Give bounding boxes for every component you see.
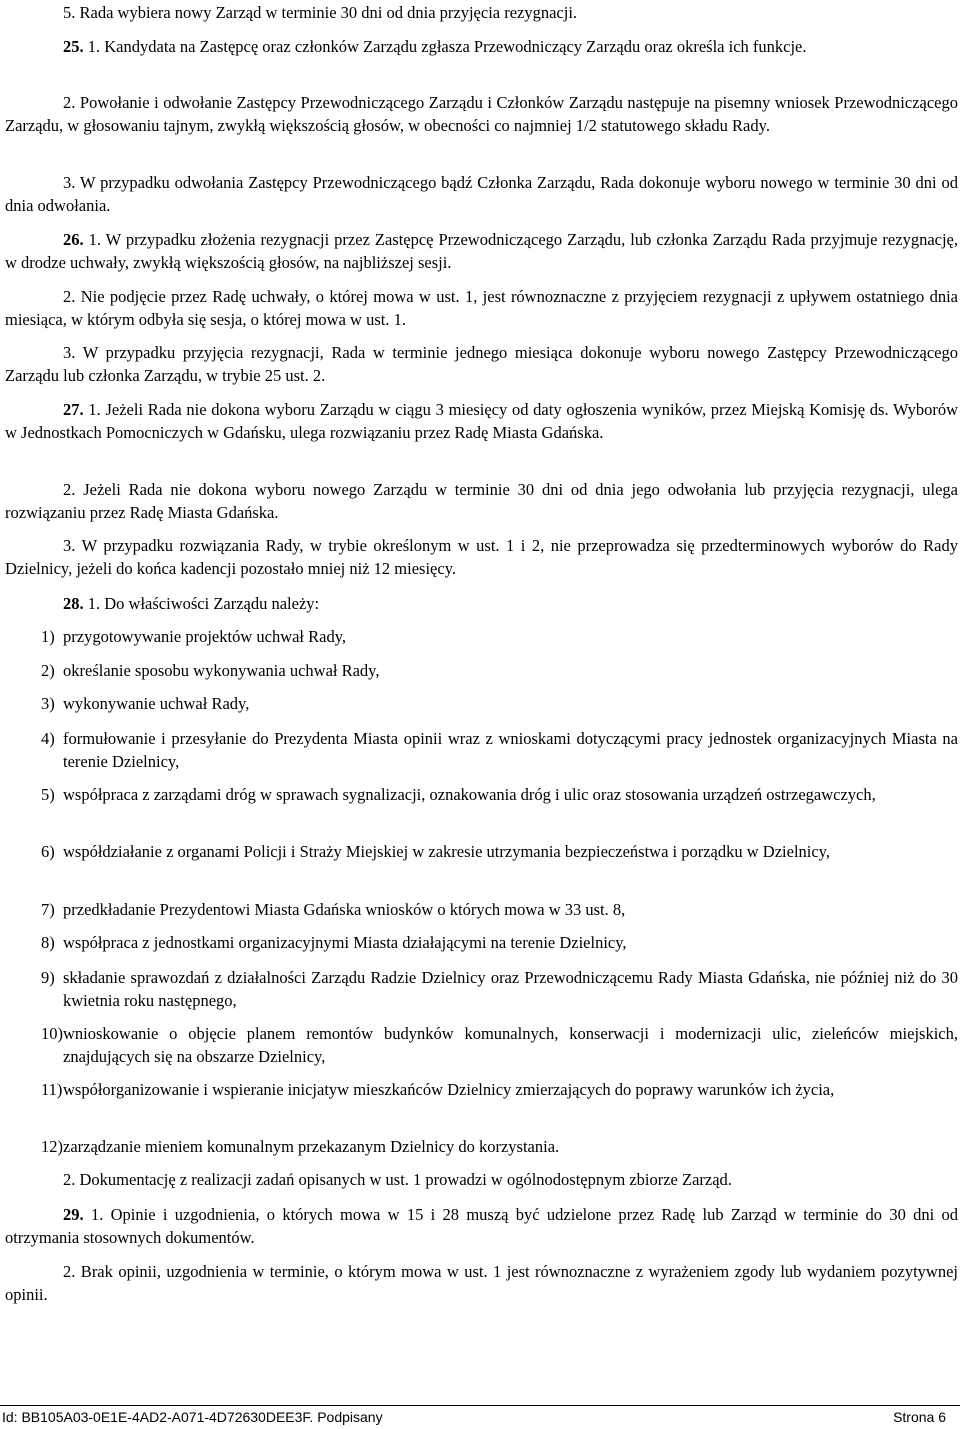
paragraph-text: 1. Opinie i uzgodnienia, o których mowa w 15 i 28 muszą być udzielone przez Radę lub Zarząd w terminie do 30 dni od otrzymania stosownych dokumentów. [5, 1205, 959, 1247]
article-25-para-2: 2. Powołanie i odwołanie Zastępcy Przewodniczącego Zarządu i Członków Zarządu następuje na pisemny wniosek Przewodniczącego Zarządu, w głosowaniu tajnym, zwykłą większością głosów, w obecności co najmniej 1/2 statutowego składu Rady. [5, 93, 958, 135]
list-number: 8) [41, 933, 55, 952]
list-item [41, 898, 958, 921]
list-text: składanie sprawozdań z działalności Zarządu Radzie Dzielnicy oraz Przewodniczącemu Rady Miasta Gdańska, nie później niż do 30 kwietnia roku następnego, [63, 968, 958, 1010]
article-26-para-3: 3. W przypadku przyjęcia rezygnacji, Rada w terminie jednego miesiąca dokonuje wyboru nowego Zastępcy Przewodniczącego Zarządu lub członka Zarządu, w trybie 25 ust. 2. [5, 343, 958, 385]
list-item [41, 966, 958, 1012]
paragraph-text: 1. W przypadku złożenia rezygnacji przez Zastępcę Przewodniczącego Zarządu, lub członka Zarządu Rada przyjmuje rezygnację, w drodze uchwały, zwykłą większością głosów, na najbliższej sesji. [5, 230, 958, 272]
article-number: 26. [63, 230, 84, 249]
article-27-para-1 [5, 398, 958, 444]
list-text: zarządzanie mieniem komunalnym przekazanym Dzielnicy do korzystania. [63, 1137, 560, 1156]
list-number: 1) [41, 627, 55, 646]
list-text: przedkładanie Prezydentowi Miasta Gdańska wniosków o których mowa w 33 ust. 8, [63, 900, 626, 919]
article-number: 25. [63, 37, 84, 56]
article-26-para-2: 2. Nie podjęcie przez Radę uchwały, o której mowa w ust. 1, jest równoznaczne z przyjęciem rezygnacji z upływem ostatniego dnia miesiąca, w którym odbyła się sesja, o której mowa w ust. 1. [5, 287, 958, 329]
list-item [41, 659, 958, 682]
list-text: wykonywanie uchwał Rady, [63, 694, 250, 713]
article-28-para-2: 2. Dokumentację z realizacji zadań opisanych w ust. 1 prowadzi w ogólnodostępnym zbiorze Zarząd. [63, 1170, 732, 1189]
list-item [41, 625, 958, 648]
list-number: 10) [41, 1024, 63, 1043]
list-number: 7) [41, 900, 55, 919]
paragraph-text: 1. Jeżeli Rada nie dokona wyboru Zarządu w ciągu 3 miesięcy od daty ogłoszenia wyników, przez Miejską Komisję ds. Wyborów w Jednostkach Pomocniczych w Gdańsku, ulega rozwiązaniu przez Radę Miasta Gdańska. [5, 400, 959, 442]
article-number: 29. [63, 1205, 84, 1224]
article-27-para-3: 3. W przypadku rozwiązania Rady, w trybie określonym w ust. 1 i 2, nie przeprowadza się przedterminowych wyborów do Rady Dzielnicy, jeżeli do końca kadencji pozostało mniej niż 12 miesięcy. [5, 536, 958, 578]
list-item [41, 931, 958, 954]
list-text: formułowanie i przesyłanie do Prezydenta Miasta opinii wraz z wnioskami dotyczącymi pracy jednostek organizacyjnych Miasta na terenie Dzielnicy, [63, 729, 958, 771]
list-number: 11) [41, 1080, 63, 1099]
list-text: przygotowywanie projektów uchwał Rady, [63, 627, 347, 646]
list-text: współpraca z zarządami dróg w sprawach sygnalizacji, oznakowania dróg i ulic oraz stosowania urządzeń ostrzegawczych, [63, 785, 876, 804]
list-text: współorganizowanie i wspieranie inicjatyw mieszkańców Dzielnicy zmierzających do poprawy warunków ich życia, [63, 1080, 835, 1099]
article-26-para-1 [5, 228, 958, 274]
page-number: Strona 6 [893, 1409, 946, 1425]
article-number: 28. [63, 594, 84, 613]
article-28-para-1 [5, 592, 958, 615]
list-item [41, 1022, 958, 1068]
list-item [41, 727, 958, 773]
paragraph-text: 1. Do właściwości Zarządu należy: [87, 594, 320, 613]
article-27-para-2: 2. Jeżeli Rada nie dokona wyboru nowego Zarządu w terminie 30 dni od dnia jego odwołania lub przyjęcia rezygnacji, ulega rozwiązaniu przez Radę Miasta Gdańska. [5, 480, 958, 522]
article-25-para-3: 3. W przypadku odwołania Zastępcy Przewodniczącego bądź Członka Zarządu, Rada dokonuje wyboru nowego w terminie 30 dni od dnia odwołania. [5, 173, 958, 215]
page-footer [0, 1405, 960, 1429]
list-number: 2) [41, 661, 55, 680]
list-number: 5) [41, 785, 55, 804]
list-text: wnioskowanie o objęcie planem remontów budynków komunalnych, konserwacji i modernizacji ulic, zieleńców miejskich, znajdujących się na obszarze Dzielnicy, [63, 1024, 958, 1066]
list-number: 9) [41, 968, 55, 987]
paragraph: 5. Rada wybiera nowy Zarząd w terminie 30 dni od dnia przyjęcia rezygnacji. [63, 3, 578, 22]
list-item [41, 692, 958, 715]
list-number: 12) [41, 1137, 63, 1156]
document-id: Id: BB105A03-0E1E-4AD2-A071-4D72630DEE3F. Podpisany [2, 1409, 383, 1425]
paragraph-text: 1. Kandydata na Zastępcę oraz członków Zarządu zgłasza Przewodniczący Zarządu oraz określa ich funkcje. [87, 37, 807, 56]
list-item [41, 783, 958, 806]
list-item [41, 840, 958, 863]
list-item [41, 1135, 958, 1158]
list-number: 6) [41, 842, 55, 861]
article-29-para-1 [5, 1203, 958, 1249]
article-25-para-1 [5, 35, 958, 58]
list-item [41, 1078, 958, 1101]
list-text: współdziałanie z organami Policji i Straży Miejskiej w zakresie utrzymania bezpieczeństwa i porządku w Dzielnicy, [63, 842, 830, 861]
list-text: określanie sposobu wykonywania uchwał Rady, [63, 661, 380, 680]
list-number: 3) [41, 694, 55, 713]
article-29-para-2: 2. Brak opinii, uzgodnienia w terminie, o którym mowa w ust. 1 jest równoznaczne z wyrażeniem zgody lub wydaniem pozytywnej opinii. [5, 1262, 958, 1304]
list-number: 4) [41, 729, 55, 748]
article-number: 27. [63, 400, 84, 419]
list-text: współpraca z jednostkami organizacyjnymi Miasta działającymi na terenie Dzielnicy, [63, 933, 627, 952]
